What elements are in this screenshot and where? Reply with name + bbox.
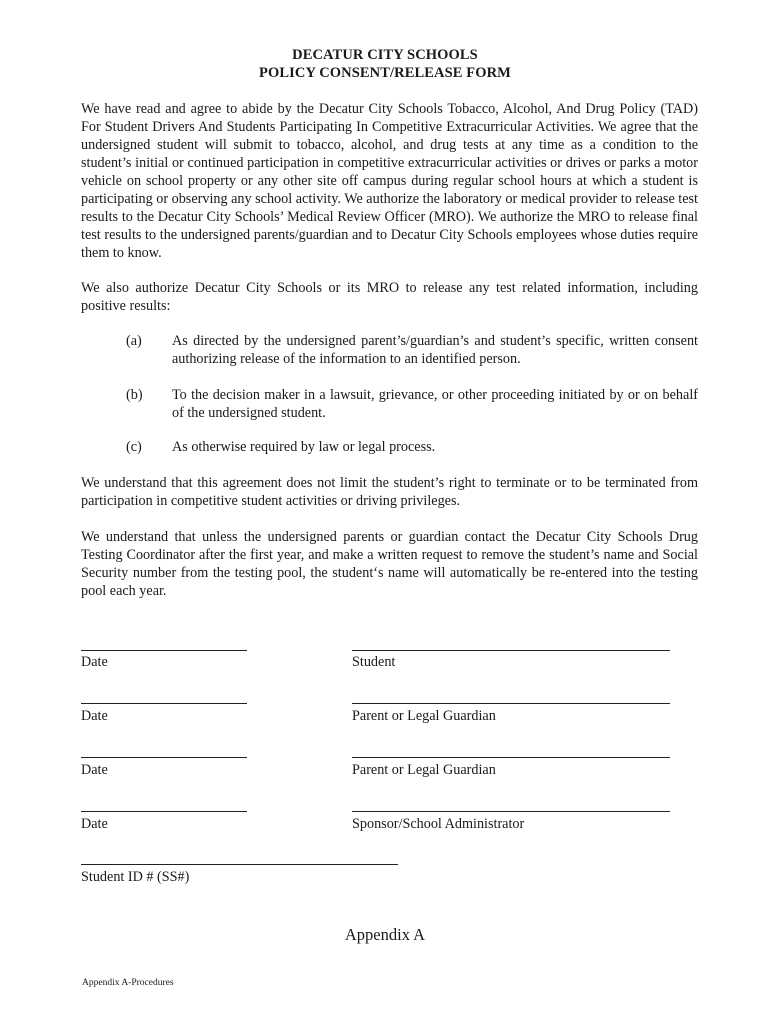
date-signature-line[interactable] — [81, 703, 247, 704]
date-signature-line[interactable] — [81, 811, 247, 812]
item-text: As directed by the undersigned parent’s/guardian’s and student’s specific, written consent authorizing release of the information to an identified person. — [172, 333, 698, 367]
date-label: Date — [81, 762, 108, 778]
testing-pool-paragraph: We understand that unless the undersigned parents or guardian contact the Decatur City Schools Drug Testing Coordinator after the first year, and make a written request to remove the student’s name and Social Security number from the testing pool, the student‘s name will automatically be re-entered into the testing pool each year. — [81, 529, 698, 599]
item-marker: (a) — [126, 333, 142, 349]
guardian-label: Parent or Legal Guardian — [352, 762, 496, 778]
guardian-label: Parent or Legal Guardian — [352, 708, 496, 724]
form-title: POLICY CONSENT/RELEASE FORM — [259, 65, 511, 81]
student-id-line[interactable] — [81, 864, 398, 865]
student-label: Student — [352, 654, 396, 670]
date-label: Date — [81, 654, 108, 670]
district-title: DECATUR CITY SCHOOLS — [292, 47, 478, 63]
date-label: Date — [81, 708, 108, 724]
student-id-label: Student ID # (SS#) — [81, 869, 190, 885]
date-signature-line[interactable] — [81, 757, 247, 758]
guardian-signature-line[interactable] — [352, 703, 670, 704]
administrator-signature-line[interactable] — [352, 811, 670, 812]
appendix-label: Appendix A — [344, 925, 426, 944]
page-footer: Appendix A-Procedures — [82, 978, 174, 988]
agreement-paragraph: We have read and agree to abide by the Decatur City Schools Tobacco, Alcohol, And Drug Policy (TAD) For Student Drivers And Students Participating In Competitive Extracurricular Activities. We agree that the undersigned student will submit to tobacco, alcohol, and drug tests at any time as a condition to the student’s initial or continued participation in competitive extracurricular activities or drives or parks a motor vehicle on school property or any other site off campus during regular school hours at which a student is participating or observing any school activity. We authorize the laboratory or medical provider to release test results to the Decatur City Schools’ Medical Review Officer (MRO). We authorize the MRO to release final test results to the undersigned parents/guardian and to Decatur City Schools employees whose duties require them to know. — [81, 101, 698, 261]
release-authorization-paragraph: We also authorize Decatur City Schools or its MRO to release any test related information, including positive results: — [81, 280, 698, 314]
item-text: As otherwise required by law or legal process. — [172, 439, 436, 455]
guardian-signature-line[interactable] — [352, 757, 670, 758]
termination-rights-paragraph: We understand that this agreement does not limit the student’s right to terminate or to be terminated from participation in competitive student activities or driving privileges. — [81, 475, 698, 509]
item-marker: (c) — [126, 439, 142, 455]
administrator-label: Sponsor/School Administrator — [352, 816, 525, 832]
item-text: To the decision maker in a lawsuit, grievance, or other proceeding initiated by or on behalf of the undersigned student. — [172, 387, 698, 421]
date-label: Date — [81, 816, 108, 832]
item-marker: (b) — [126, 387, 143, 403]
date-signature-line[interactable] — [81, 650, 247, 651]
student-signature-line[interactable] — [352, 650, 670, 651]
